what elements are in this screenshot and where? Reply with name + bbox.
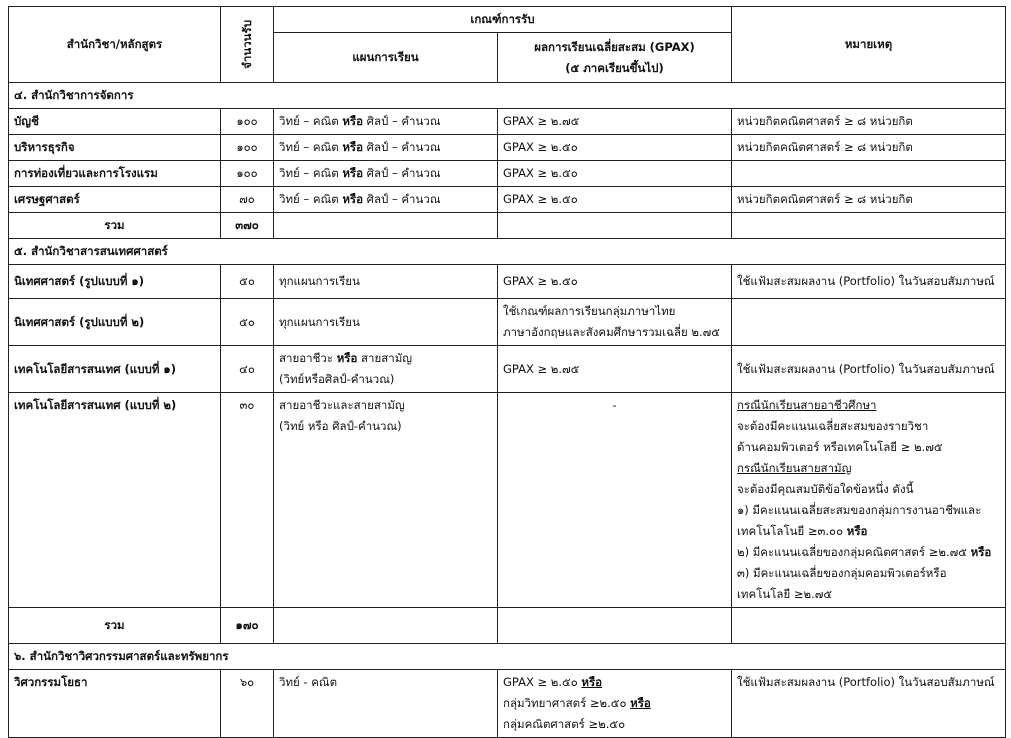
quota-value: ๑๐๐ — [221, 109, 274, 135]
gpax-line — [503, 672, 726, 693]
remark-text: ใช้แฟ้มสะสมผลงาน (Portfolio) ในวันสอบสัมภาษณ์ — [732, 265, 1006, 299]
empty-cell — [498, 213, 732, 239]
remark-conditions — [732, 393, 1006, 608]
gpax-text: GPAX ≥ ๒.๕๐ — [503, 675, 582, 689]
gpax-line — [503, 693, 726, 714]
header-remark: หมายเหตุ — [732, 7, 1006, 83]
quota-value: ๓๐ — [221, 393, 274, 608]
header-criteria: เกณฑ์การรับ — [274, 7, 732, 33]
total-value: ๓๗๐ — [221, 213, 274, 239]
quota-value: ๖๐ — [221, 670, 274, 738]
remark-text: เทคโนโลโนยี ≥๓.๐๐ — [737, 524, 847, 538]
header-gpax-line2: (๕ ภาคเรียนขึ้นไป) — [565, 60, 664, 75]
plan-line: (วิทย์ หรือ ศิลป์-คำนวณ) — [279, 419, 402, 433]
section-title: ๔. สำนักวิชาการจัดการ — [9, 83, 1006, 109]
header-gpax — [498, 33, 732, 83]
empty-cell — [274, 608, 498, 644]
plan-line — [279, 348, 492, 369]
total-label: รวม — [9, 213, 221, 239]
plan-or: หรือ — [342, 192, 363, 206]
study-plan: วิทย์ - คณิต — [274, 670, 498, 738]
plan-text: ศิลป์ – คำนวณ — [363, 192, 441, 206]
plan-text: วิทย์ – คณิต — [279, 192, 343, 206]
gpax-value: GPAX ≥ ๒.๕๐ — [498, 265, 732, 299]
plan-text: วิทย์ – คณิต — [279, 166, 343, 180]
remark-text — [732, 299, 1006, 346]
program-name: เทคโนโลยีสารสนเทศ (แบบที่ ๒) — [9, 393, 221, 608]
study-plan — [274, 109, 498, 135]
gpax-line: ใช้เกณฑ์ผลการเรียนกลุ่มภาษาไทย — [503, 304, 676, 318]
gpax-value: GPAX ≥ ๒.๕๐ — [498, 187, 732, 213]
gpax-value: - — [498, 393, 732, 608]
total-value: ๑๗๐ — [221, 608, 274, 644]
gpax-value: GPAX ≥ ๒.๗๕ — [498, 109, 732, 135]
quota-value: ๕๐ — [221, 265, 274, 299]
remark-heading: กรณีนักเรียนสายสามัญ — [737, 461, 852, 475]
quota-value: ๗๐ — [221, 187, 274, 213]
plan-text: สายสามัญ — [357, 351, 413, 365]
program-name: บัญชี — [9, 109, 221, 135]
plan-text: วิทย์ – คณิต — [279, 114, 343, 128]
plan-text: ศิลป์ – คำนวณ — [363, 114, 441, 128]
plan-line: (วิทย์หรือศิลป์-คำนวณ) — [279, 372, 395, 386]
plan-text: ศิลป์ – คำนวณ — [363, 166, 441, 180]
remark-or: หรือ — [846, 524, 868, 538]
quota-value: ๑๐๐ — [221, 161, 274, 187]
header-gpax-line1: ผลการเรียนเฉลี่ยสะสม (GPAX) — [534, 39, 695, 54]
plan-or: หรือ — [342, 140, 363, 154]
gpax-text: กลุ่มวิทยาศาสตร์ ≥๒.๕๐ — [503, 696, 631, 710]
remark-text: หน่วยกิตคณิตศาสตร์ ≥ ๘ หน่วยกิต — [732, 135, 1006, 161]
header-plan: แผนการเรียน — [274, 33, 498, 83]
study-plan: ทุกแผนการเรียน — [274, 265, 498, 299]
program-name: นิเทศศาสตร์ (รูปแบบที่ ๒) — [9, 299, 221, 346]
remark-or: หรือ — [970, 545, 992, 559]
remark-text: ๒) มีคะแนนเฉลี่ยของกลุ่มคณิตศาสตร์ ≥๒.๗๕ — [737, 545, 971, 559]
plan-text: สายอาชีวะ — [279, 351, 337, 365]
study-plan — [274, 393, 498, 608]
plan-or: หรือ — [336, 351, 358, 365]
program-name: การท่องเที่ยวและการโรงแรม — [9, 161, 221, 187]
plan-text: วิทย์ – คณิต — [279, 140, 343, 154]
quota-value: ๑๐๐ — [221, 135, 274, 161]
empty-cell — [732, 608, 1006, 644]
study-plan — [274, 135, 498, 161]
gpax-line: กลุ่มคณิตศาสตร์ ≥๒.๕๐ — [503, 717, 626, 731]
empty-cell — [498, 608, 732, 644]
remark-line: จะต้องมีคะแนนเฉลี่ยสะสมของรายวิชา — [737, 419, 929, 433]
gpax-or: หรือ — [581, 675, 603, 689]
remark-line: เทคโนโลยี ≥๒.๗๕ — [737, 587, 833, 601]
remark-text: หน่วยกิตคณิตศาสตร์ ≥ ๘ หน่วยกิต — [732, 187, 1006, 213]
remark-line — [737, 542, 1000, 563]
admission-criteria-table — [8, 6, 1006, 738]
program-name: วิศวกรรมโยธา — [9, 670, 221, 738]
study-plan: ทุกแผนการเรียน — [274, 299, 498, 346]
remark-line: จะต้องมีคุณสมบัติข้อใดข้อหนึ่ง ดังนี้ — [737, 482, 914, 496]
header-quota — [221, 7, 274, 83]
plan-text: ศิลป์ – คำนวณ — [363, 140, 441, 154]
program-name: นิเทศศาสตร์ (รูปแบบที่ ๑) — [9, 265, 221, 299]
gpax-value: GPAX ≥ ๒.๗๕ — [498, 346, 732, 393]
study-plan — [274, 161, 498, 187]
remark-line: ๓) มีคะแนนเฉลี่ยของกลุ่มคอมพิวเตอร์หรือ — [737, 566, 947, 580]
empty-cell — [732, 213, 1006, 239]
remark-line: ๑) มีคะแนนเฉลี่ยสะสมของกลุ่มการงานอาชีพและ — [737, 503, 982, 517]
gpax-line: ภาษาอังกฤษและสังคมศึกษารวมเฉลี่ย ๒.๗๕ — [503, 325, 720, 339]
remark-line: ด้านคอมพิวเตอร์ หรือเทคโนโลยี ≥ ๒.๗๕ — [737, 440, 943, 454]
gpax-value: GPAX ≥ ๒.๕๐ — [498, 135, 732, 161]
remark-text: หน่วยกิตคณิตศาสตร์ ≥ ๘ หน่วยกิต — [732, 109, 1006, 135]
section-title: ๖. สำนักวิชาวิศวกรรมศาสตร์และทรัพยากร — [9, 644, 1006, 670]
gpax-value — [498, 670, 732, 738]
quota-value: ๕๐ — [221, 299, 274, 346]
total-label: รวม — [9, 608, 221, 644]
gpax-value: GPAX ≥ ๒.๕๐ — [498, 161, 732, 187]
remark-text: ใช้แฟ้มสะสมผลงาน (Portfolio) ในวันสอบสัมภาษณ์ — [732, 670, 1006, 738]
section-title: ๕. สำนักวิชาสารสนเทศศาสตร์ — [9, 239, 1006, 265]
remark-text — [732, 161, 1006, 187]
program-name: เศรษฐศาสตร์ — [9, 187, 221, 213]
study-plan — [274, 346, 498, 393]
study-plan — [274, 187, 498, 213]
header-quota-text: จำนวนรับ — [239, 20, 254, 69]
empty-cell — [274, 213, 498, 239]
quota-value: ๔๐ — [221, 346, 274, 393]
plan-or: หรือ — [342, 166, 363, 180]
program-name: บริหารธุรกิจ — [9, 135, 221, 161]
remark-heading: กรณีนักเรียนสายอาชีวศึกษา — [737, 398, 877, 412]
gpax-value — [498, 299, 732, 346]
plan-or: หรือ — [342, 114, 363, 128]
header-program: สำนักวิชา/หลักสูตร — [9, 7, 221, 83]
remark-line — [737, 521, 1000, 542]
program-name: เทคโนโลยีสารสนเทศ (แบบที่ ๑) — [9, 346, 221, 393]
gpax-or: หรือ — [630, 696, 651, 710]
plan-line: สายอาชีวะและสายสามัญ — [279, 398, 405, 412]
remark-text: ใช้แฟ้มสะสมผลงาน (Portfolio) ในวันสอบสัมภาษณ์ — [732, 346, 1006, 393]
